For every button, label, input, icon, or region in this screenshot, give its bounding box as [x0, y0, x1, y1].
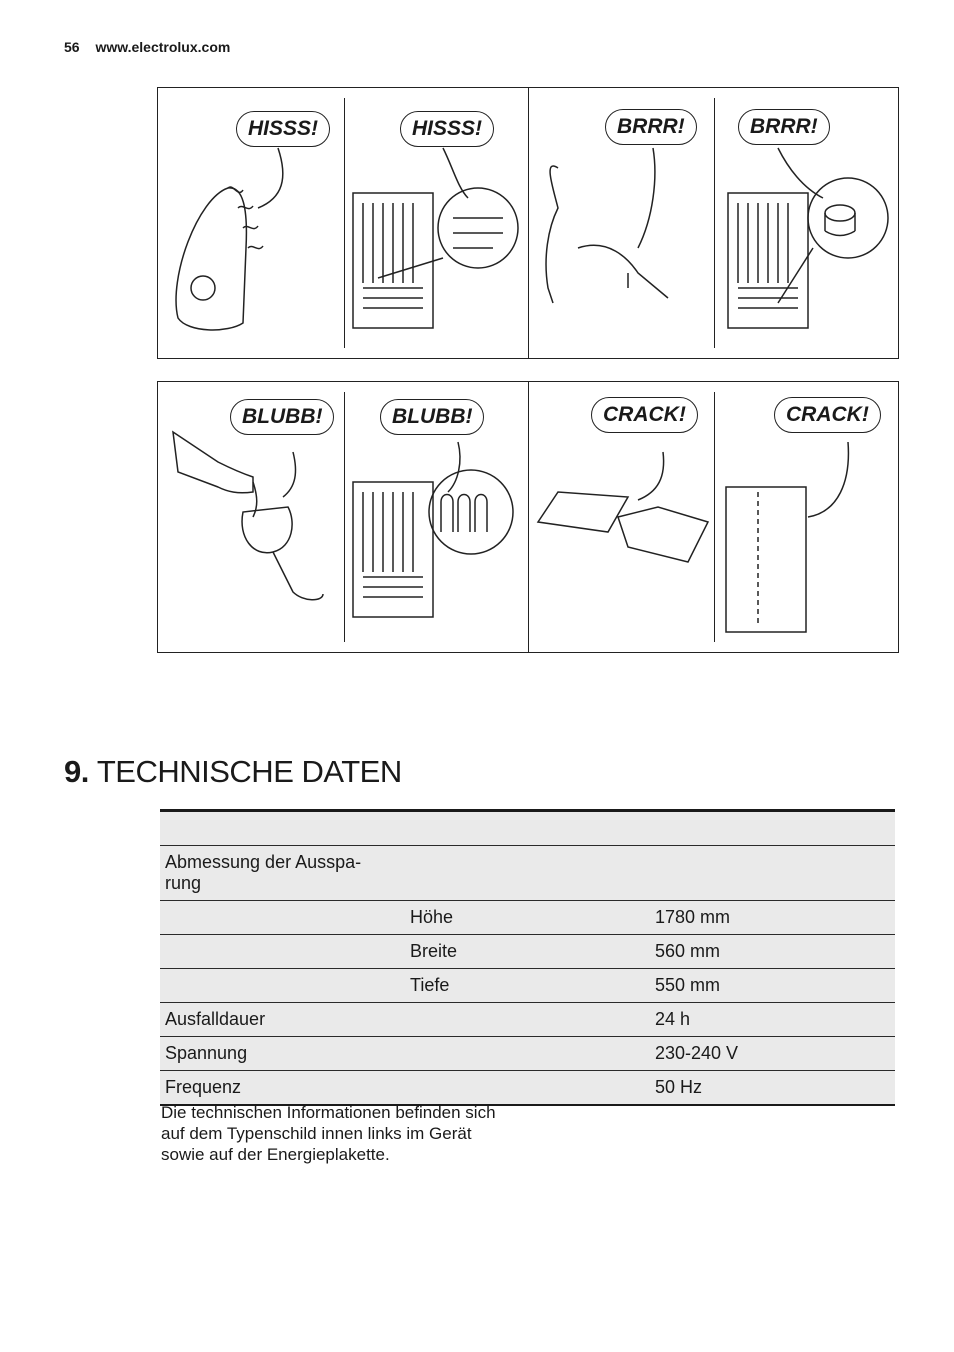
page-number: 56 [64, 39, 80, 55]
row-label [160, 935, 405, 969]
row-label [160, 901, 405, 935]
freezer-icon [726, 487, 806, 632]
row-sub [405, 1071, 650, 1106]
technical-info-note: Die technischen Informationen befinden sich auf dem Typenschild innen links im Gerät sowie auf der Energieplakette. [161, 1103, 496, 1164]
table-row [160, 1071, 895, 1106]
section-number: 9. [64, 754, 89, 789]
table-row [160, 846, 895, 901]
sound-bubble: CRACK! [774, 397, 881, 433]
sound-bubble: BRRR! [605, 109, 697, 145]
table-row [160, 969, 895, 1003]
row-label: Abmessung der Ausspa- rung [160, 846, 405, 901]
row-value: 230-240 V [650, 1037, 895, 1071]
sound-bubble: BLUBB! [230, 399, 334, 435]
row-label: Spannung [160, 1037, 405, 1071]
sound-bubble: BRRR! [738, 109, 830, 145]
row-label: Ausfalldauer [160, 1003, 405, 1037]
row-label: Frequenz [160, 1071, 405, 1106]
row-value [650, 846, 895, 901]
row-sub: Höhe [405, 901, 650, 935]
row-value: 1780 mm [650, 901, 895, 935]
row-sub [405, 1003, 650, 1037]
row-sub [405, 846, 650, 901]
table-row [160, 901, 895, 935]
noise-illustration-panel-1 [157, 87, 899, 359]
table-row [160, 1037, 895, 1071]
row-value: 24 h [650, 1003, 895, 1037]
sound-bubble: HISSS! [236, 111, 330, 147]
section-heading [64, 754, 402, 790]
row-label [160, 969, 405, 1003]
page-header [64, 39, 230, 55]
technical-data-table [160, 809, 895, 1106]
table-row [160, 1003, 895, 1037]
website-url: www.electrolux.com [95, 39, 231, 55]
row-value: 50 Hz [650, 1071, 895, 1106]
row-value: 560 mm [650, 935, 895, 969]
row-sub: Tiefe [405, 969, 650, 1003]
row-sub [405, 1037, 650, 1071]
wine-glass-icon [242, 507, 323, 600]
table-header-row [160, 811, 895, 846]
wine-bottle-icon [173, 432, 253, 493]
ice-tray-icon [538, 492, 708, 562]
sound-bubble: BLUBB! [380, 399, 484, 435]
sound-bubble: HISSS! [400, 111, 494, 147]
cat-icon [546, 166, 668, 303]
noise-illustration-panel-2 [157, 381, 899, 653]
row-value: 550 mm [650, 969, 895, 1003]
iron-icon [176, 188, 246, 330]
sound-bubble: CRACK! [591, 397, 698, 433]
section-title: TECHNISCHE DATEN [96, 754, 402, 789]
table-row [160, 935, 895, 969]
row-sub: Breite [405, 935, 650, 969]
